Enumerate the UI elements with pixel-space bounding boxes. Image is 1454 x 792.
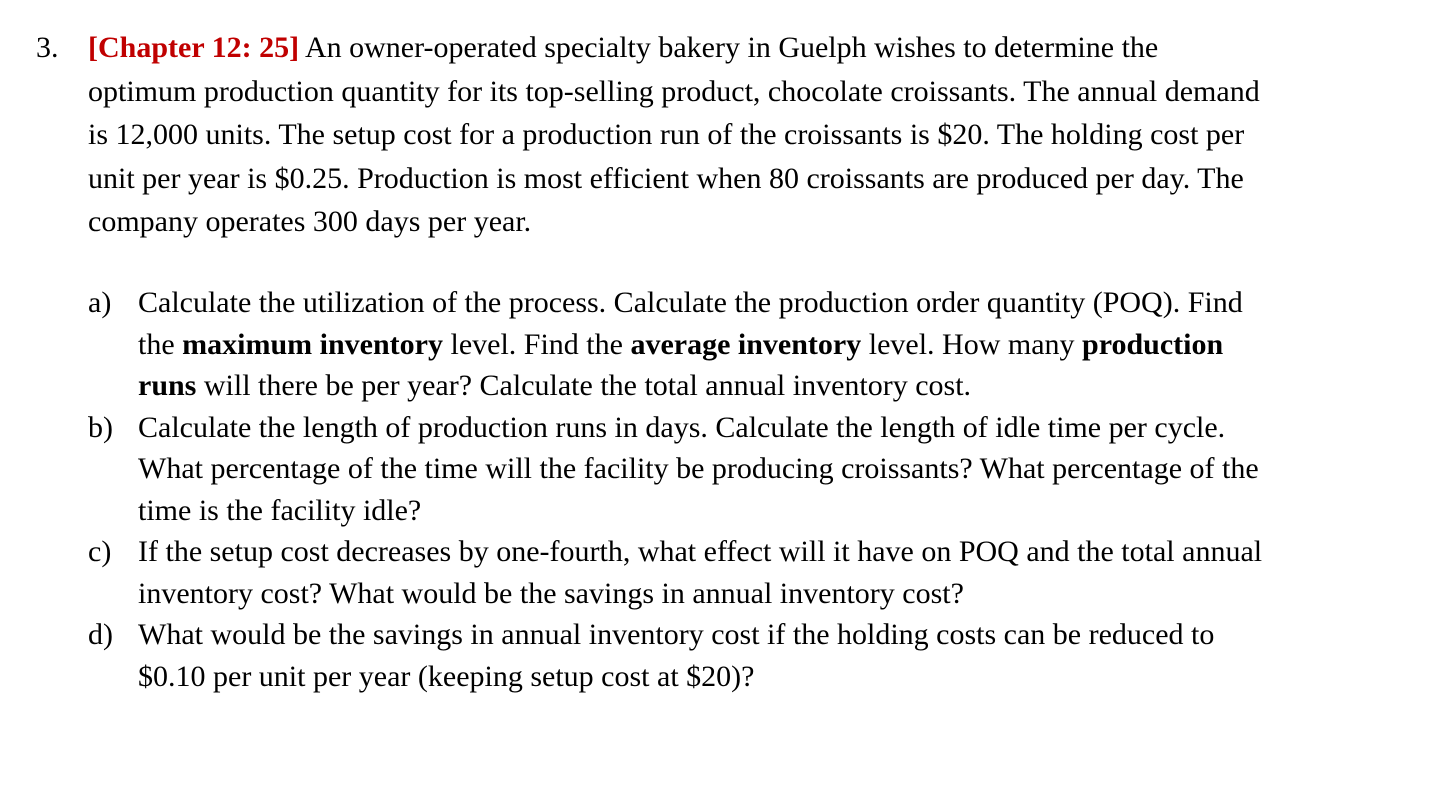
question-line-2: optimum production quantity for its top-selling product, chocolate croissants. The annual demand [88, 74, 1260, 108]
subpart-list [88, 282, 1428, 697]
bold-term: production [1082, 327, 1224, 361]
subpart-d-line-2: $0.10 per unit per year (keeping setup cost at $20)? [138, 659, 755, 693]
question-3 [36, 26, 1436, 244]
question-line-3: is 12,000 units. The setup cost for a production run of the croissants is $20. The holding cost per [88, 118, 1245, 151]
question-line-5: company operates 300 days per year. [88, 205, 532, 238]
subpart-b [88, 407, 1428, 532]
subpart-c-line-2: inventory cost? What would be the savings in annual inventory cost? [138, 576, 964, 610]
subpart-a-line-1: Calculate the utilization of the process. Calculate the production order quantity (POQ). Find [138, 286, 1243, 319]
subpart-a [88, 282, 1428, 407]
chapter-reference: [Chapter 12: 25] [88, 31, 300, 64]
subpart-label: b) [88, 410, 113, 444]
subpart-a-line-3 [138, 365, 1428, 407]
subpart-label: a) [88, 286, 112, 319]
subpart-d [88, 614, 1428, 697]
subpart-c [88, 531, 1428, 614]
bold-term: average inventory [630, 327, 862, 361]
question-number: 3. [36, 31, 59, 64]
subpart-b-line-1: Calculate the length of production runs in days. Calculate the length of idle time per cycle. [138, 410, 1226, 444]
question-line-1 [88, 26, 1388, 70]
subpart-label: d) [88, 618, 113, 651]
text-segment: level. Find the [442, 327, 631, 361]
subpart-b-line-3: time is the facility idle? [138, 493, 422, 527]
subpart-d-line-1: What would be the savings in annual inventory cost if the holding costs can be reduced to [138, 618, 1215, 651]
text-segment: will there be per year? Calculate the total annual inventory cost. [196, 369, 972, 402]
subpart-b-line-2: What percentage of the time will the facility be producing croissants? What percentage of the [138, 452, 1259, 485]
text-segment: level. How many [861, 327, 1083, 361]
text-segment: the [138, 327, 183, 361]
subpart-a-line-2 [138, 324, 1428, 366]
subpart-c-line-1: If the setup cost decreases by one-fourth, what effect will it have on POQ and the total annual [138, 535, 1263, 568]
question-line-4: unit per year is $0.25. Production is most efficient when 80 croissants are produced per day. The [88, 161, 1244, 195]
bold-term: maximum inventory [182, 327, 443, 361]
question-body [88, 26, 1388, 244]
question-text-1: An owner-operated specialty bakery in Guelph wishes to determine the [299, 31, 1159, 64]
bold-term: runs [138, 369, 197, 402]
subpart-label: c) [88, 535, 112, 568]
